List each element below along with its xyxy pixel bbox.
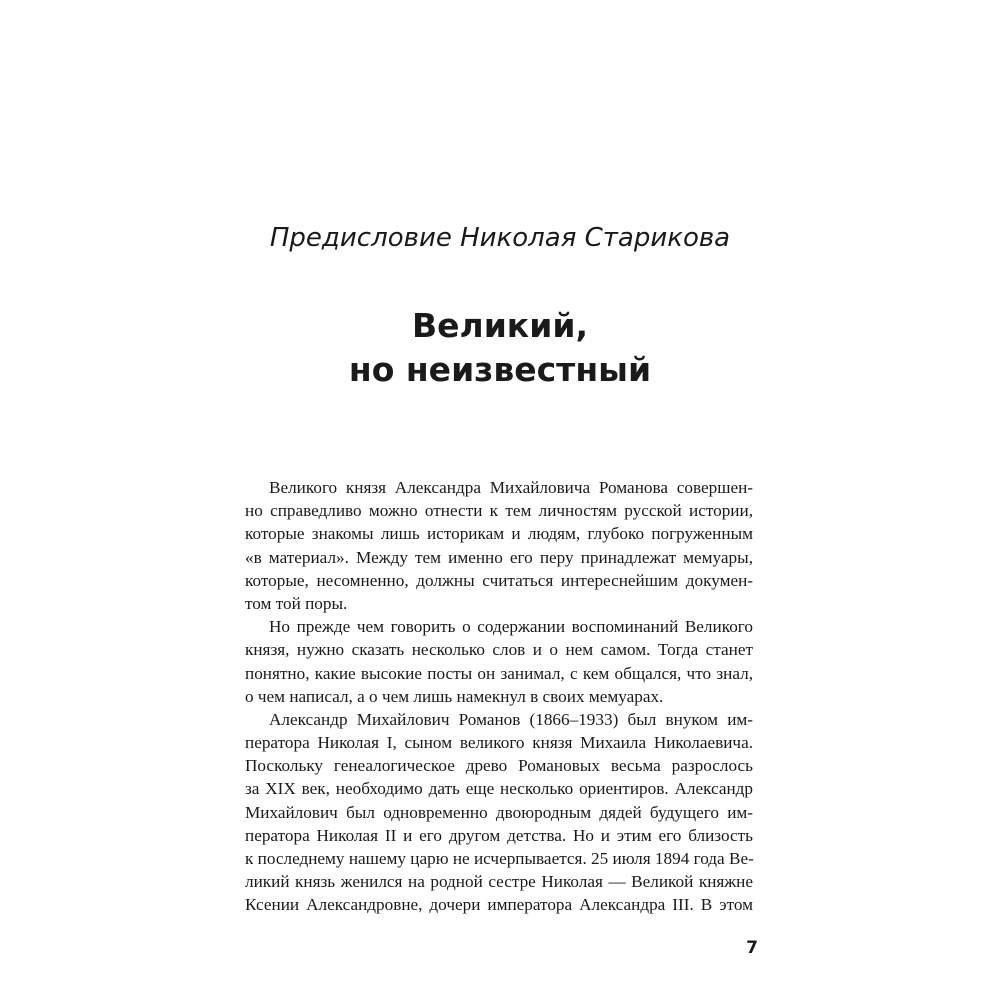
text-line: но справедливо можно отнести к тем личностям русской истории,	[245, 501, 753, 521]
text-line: князя, нужно сказать несколько слов и о нем самом. Тогда станет	[245, 640, 753, 660]
text-line: которые, несомненно, должны считаться интереснейшим докумен-	[245, 570, 753, 590]
text-line: ператора Николая II и его другом детства. Но и этим его близость	[245, 825, 753, 845]
text-line: том той поры.	[245, 593, 348, 613]
text-line: «в материал». Между тем именно его перу принадлежат мемуары,	[245, 547, 753, 567]
text-line: Михайлович был одновременно двоюродным дядей будущего им-	[245, 802, 753, 822]
text-line: понятно, какие высокие посты он занимал, с кем общался, что знал,	[245, 663, 753, 683]
text-line: Поскольку генеалогическое древо Романовых весьма разрослось	[245, 756, 753, 776]
text-line: о чем написал, а о чем лишь намекнул в своих мемуарах.	[245, 686, 664, 706]
text-line: Но прежде чем говорить о содержании воспоминаний Великого	[269, 617, 753, 637]
preface-author-heading: Предисловие Николая Старикова	[269, 223, 731, 253]
text-line: которые знакомы лишь историкам и людям, глубоко погруженным	[245, 524, 753, 544]
text-line: Великого князя Александра Михайловича Романова совершен-	[269, 478, 753, 497]
text-line: ликий князь женился на родной сестре Николая — Великой княжне	[245, 872, 753, 892]
text-line: ператора Николая I, сыном великого князя Михаила Николаевича.	[245, 733, 753, 753]
text-line: Ксении Александровне, дочери императора Александра III. В этом	[245, 895, 753, 915]
chapter-title	[0, 304, 1000, 392]
chapter-title-line-2: но неизвестный	[348, 350, 652, 389]
text-line: Александр Михайлович Романов (1866–1933) был внуком им-	[269, 709, 753, 729]
text-line: к последнему нашему царю не исчерпывается. 25 июля 1894 года Ве-	[245, 849, 754, 868]
page-number: 7	[746, 938, 758, 958]
chapter-title-line-1: Великий,	[411, 306, 588, 345]
text-line: за XIX век, необходимо дать еще несколько ориентиров. Александр	[245, 779, 753, 799]
body-text	[245, 476, 753, 917]
